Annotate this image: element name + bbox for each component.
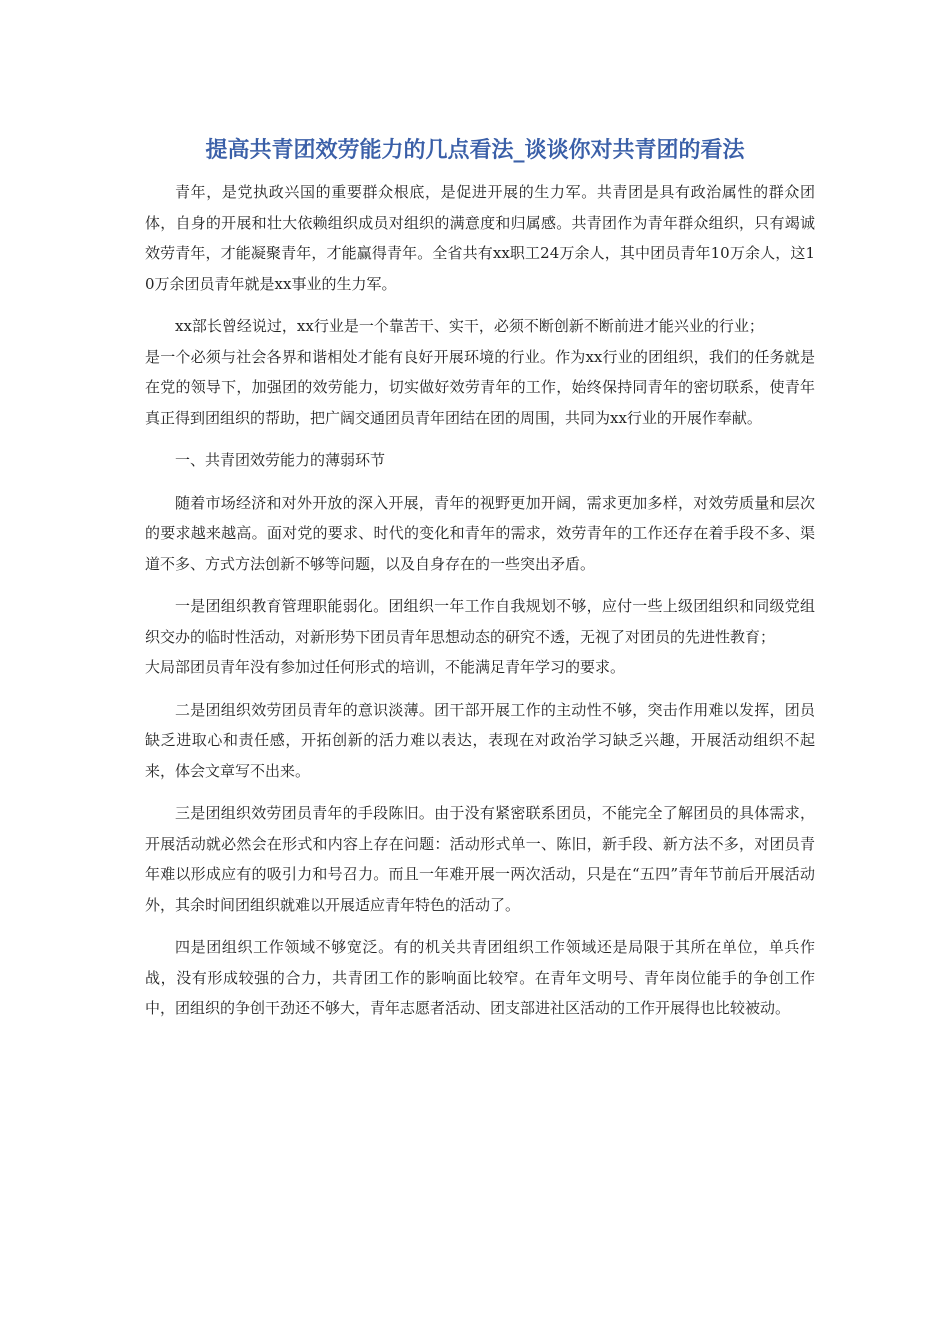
- paragraph-continuation: 是一个必须与社会各界和谐相处才能有良好开展环境的行业。作为xx行业的团组织，我们的任务就是在党的领导下，加强团的效劳能力，切实做好效劳青年的工作，始终保持同青年的密切联系，使青年真正得到团组织的帮助，把广阔交通团员青年团结在团的周围，共同为xx行业的开展作奉献。: [145, 347, 815, 427]
- paragraph: xx部长曾经说过，xx行业是一个靠苦干、实干，必须不断创新不断前进才能兴业的行业；: [175, 317, 764, 335]
- paragraph-continuation: 大局部团员青年没有参加过任何形式的培训，不能满足青年学习的要求。: [145, 658, 626, 676]
- paragraph: 随着市场经济和对外开放的深入开展，青年的视野更加开阔，需求更加多样，对效劳质量和层次的要求越来越高。面对党的要求、时代的变化和青年的需求，效劳青年的工作还存在着手段不多、渠道不多、方式方法创新不够等问题，以及自身存在的一些突出矛盾。: [145, 493, 815, 573]
- paragraph: 四是团组织工作领域不够宽泛。有的机关共青团组织工作领域还是局限于其所在单位，单兵作战，没有形成较强的合力，共青团工作的影响面比较窄。在青年文明号、青年岗位能手的争创工作中，团组织的争创干劲还不够大，青年志愿者活动、团支部进社区活动的工作开展得也比较被动。: [145, 938, 815, 1017]
- paragraph: 二是团组织效劳团员青年的意识淡薄。团干部开展工作的主动性不够，突击作用难以发挥，团员缺乏进取心和责任感，开拓创新的活力难以表达，表现在对政治学习缺乏兴趣，开展活动组织不起来，体会文章写不出来。: [145, 700, 815, 780]
- paragraph: 青年，是党执政兴国的重要群众根底，是促进开展的生力军。共青团是具有政治属性的群众团体，自身的开展和壮大依赖组织成员对组织的满意度和归属感。共青团作为青年群众组织，只有竭诚效劳青年，才能凝聚青年，才能赢得青年。全省共有xx职工24万余人，其中团员青年10万余人，这10万余团员青年就是xx事业的生力军。: [145, 183, 815, 293]
- paragraph: 一是团组织教育管理职能弱化。团组织一年工作自我规划不够，应付一些上级团组织和同级党组织交办的临时性活动，对新形势下团员青年思想动态的研究不透，无视了对团员的先进性教育；: [145, 597, 815, 646]
- paragraph: 三是团组织效劳团员青年的手段陈旧。由于没有紧密联系团员，不能完全了解团员的具体需求，开展活动就必然会在形式和内容上存在问题：活动形式单一、陈旧，新手段、新方法不多，对团员青年难以形成应有的吸引力和号召力。而且一年难开展一两次活动，只是在“五四”青年节前后开展活动外，其余时间团组织就难以开展适应青年特色的活动了。: [145, 804, 815, 914]
- section-heading: 一、共青团效劳能力的薄弱环节: [175, 451, 386, 469]
- document-title: 提高共青团效劳能力的几点看法_谈谈你对共青团的看法: [205, 138, 745, 163]
- document-body: [145, 177, 815, 1036]
